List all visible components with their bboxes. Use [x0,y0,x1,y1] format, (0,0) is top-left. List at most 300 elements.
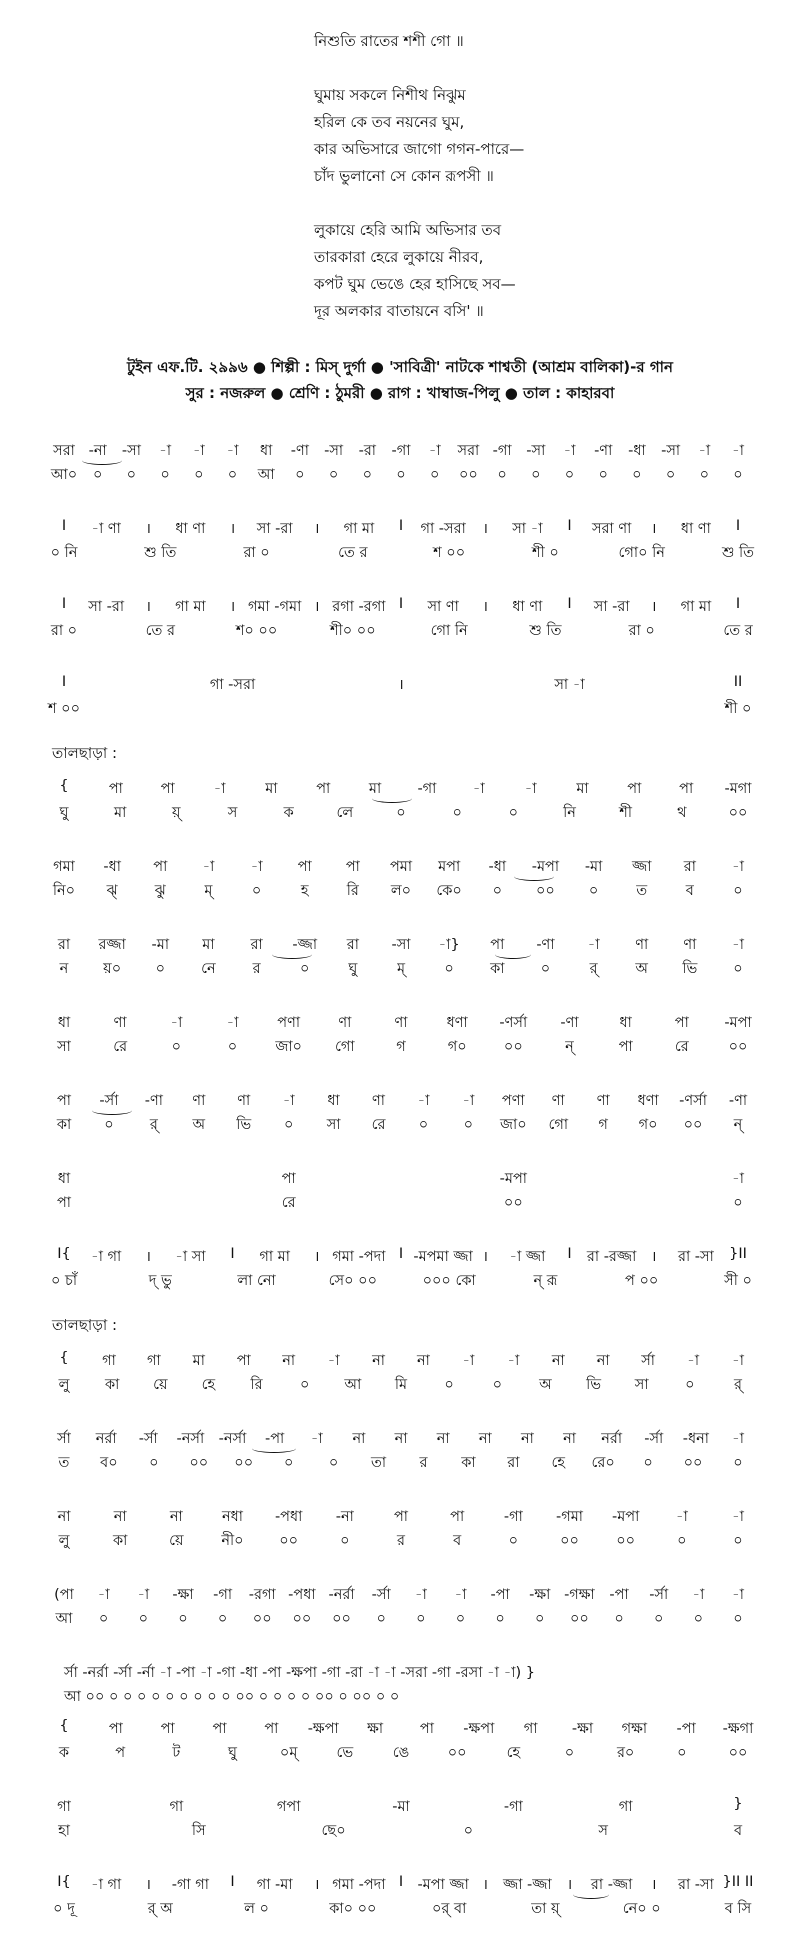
notation-token: পা [393,1509,409,1525]
notation-token: মা [576,781,589,797]
notation-token: অ [192,1117,206,1133]
notation-token: ণা [113,1015,127,1031]
notation-token: ০ [340,1533,350,1549]
notation-token: পণা [277,1015,301,1031]
notation-token: ০০ [252,1611,272,1627]
lyric-syllable-row [0,1898,800,1920]
notation-token: -না [335,1509,354,1525]
lyric-syllable-row [0,1114,800,1136]
notation-token: -া [687,1353,700,1369]
notation-token: ০ [463,1117,474,1133]
notation-token: ০ম্ [279,1745,298,1761]
notation-token: ম্ [396,961,406,977]
notation-token: ০ [733,1455,743,1471]
notation-token: -া ণা [91,521,121,537]
notation-token: রা -সা [677,1877,714,1893]
notation-token: র০ [616,1745,635,1761]
notation-token: । [651,1877,657,1893]
notation-token: নধা [222,1509,243,1525]
notation-token: পা [153,859,168,875]
notation-token: I [398,1874,404,1890]
notation-token: -নর্সা [218,1431,247,1447]
notation-token: রগা -রগা [332,599,386,615]
notation-token: -া [170,1015,183,1031]
notation-token: ঝু [154,883,166,899]
notation-token: পা [316,781,331,797]
notation-token: -া [732,1509,744,1525]
notation-token: ০ [299,961,310,977]
notation-token: না [563,1431,576,1447]
notation-token: ভে [336,1745,354,1761]
notation-token: -ক্ষগা [722,1721,754,1737]
notation-token: -ক্ষপা [307,1721,339,1737]
lyrics-block [314,28,524,325]
notation-token: । [482,599,488,615]
notation-token: ধা [57,1015,71,1031]
notation-token: শ ০০ [47,701,81,717]
notation-token: ০ [155,961,165,977]
notation-token: না [352,1431,366,1447]
lyric-syllable-row [0,958,800,980]
notation-token: হে [506,1745,521,1761]
notation-token: না [596,1353,610,1369]
lyric-syllable-row [0,1742,800,1764]
notation-token: I [398,1246,404,1262]
notation-token: রা [683,859,696,875]
notation-token: না [520,1431,534,1447]
notation-token: -ধা [628,443,646,459]
notation-token: তা [370,1455,387,1471]
notation-token: । [145,1877,151,1893]
notation-token: ব [453,1533,462,1549]
notation-token: গা -মা [256,1877,293,1893]
notation-token: পা [160,1721,175,1737]
notation-token: শী০ ০০ [330,623,376,639]
notation-token: -ণা [536,937,555,953]
notation-token: -র্সা [371,1587,391,1603]
notation-token: সা -রা [88,599,125,615]
notation-token: না [372,1353,385,1369]
notation-token: ০০ [683,1455,703,1471]
notation-token: ধা [57,1171,71,1187]
notation-token: -া [732,1353,744,1369]
notation-token: । [145,1249,151,1265]
notation-token: ০০ [616,1533,636,1549]
notation-token: -ক্ষা [172,1587,194,1603]
notation-token: । [314,1249,320,1265]
notation-token: রে [371,1117,386,1133]
slur-mark [272,950,312,959]
notation-token: ০ [452,805,462,821]
notation-token: । [314,521,320,537]
notation-token: -র্সা [99,1093,119,1109]
notation-token: ন্ রূ [533,1273,558,1289]
notation-token: ট [172,1745,181,1761]
slur-mark [573,1890,609,1899]
notation-token: I [735,596,741,612]
notation-token: ণা [683,937,697,953]
notation-token: প [115,1745,126,1761]
lyric-line: কার অভিসারে জাগো গগন-পারে— [314,140,525,158]
notation-token: -া [732,443,744,459]
notation-token: ণা [635,937,649,953]
notation-token: -া [563,443,576,459]
notation-row [0,856,800,878]
notation-token: পা [264,1721,279,1737]
lyric-syllable-row [0,880,800,902]
notation-token: -া [282,1093,295,1109]
notation-token: ০ [508,1533,519,1549]
notation-row [0,674,800,696]
notation-token: ০০ [189,1455,209,1471]
notation-token: সী ০ [724,1273,752,1289]
notation-token: ন [59,961,69,977]
lyric-syllable-row [0,464,800,486]
notation-token: -সা [526,443,546,459]
notation-token: ০ [396,467,406,483]
notation-token: I [61,596,67,612]
notation-token: -মগা [724,781,752,797]
notation-token: গা -সরা [420,521,466,537]
notation-token: ০ [138,1611,148,1627]
notation-token: -া [732,1587,744,1603]
notation-token: -া গা [90,1877,122,1893]
notation-token: ণা [551,1093,565,1109]
notation-token: -গা [391,443,411,459]
notation-token: শ০ ০০ [235,623,278,639]
notation-token: ব০ [100,1455,118,1471]
notation-token: ০ [492,883,502,899]
notation-token: র্ [734,1377,742,1393]
notation-token: I [567,596,572,612]
notation-token: -া [675,1509,688,1525]
notation-token: নে [201,961,216,977]
notation-token: -া [462,1093,475,1109]
notation-token: শী [619,805,633,821]
notation-token: রে [674,1039,689,1055]
section-label-talchhara: তালছাড়া : [52,1316,118,1334]
notation-token: পা [297,859,312,875]
notation-token: ন্ [565,1039,574,1055]
notation-token: -া [698,443,711,459]
notation-token: ০০ [683,1117,703,1133]
notation-token: ণা [596,1093,610,1109]
notation-token: নি০ [52,883,76,899]
notation-token: -র্সা [138,1431,158,1447]
notation-token: ধা ণা [512,599,543,615]
notation-token: -ণা [594,443,613,459]
notation-token: হে [551,1455,566,1471]
notation-token: ০০ [332,1611,351,1627]
notation-token: দ্ ভু [148,1273,172,1289]
notation-token: পা [108,781,123,797]
notation-token: -পা [490,1587,510,1603]
notation-token: -া [454,1587,467,1603]
notation-token: ঝ্ [106,883,118,899]
notation-token: লু [58,1377,70,1393]
notation-token: লে [336,805,354,821]
notation-token: -া সা [175,1249,206,1265]
notation-token: -ণা [290,443,309,459]
notation-token: ০ [160,467,170,483]
notation-token: পা [108,1721,123,1737]
notation-token: ০ [699,467,710,483]
lyric-line: কপট ঘুম ভেঙে হের হাসিছে সব— [314,275,516,293]
notation-token: লা নো [237,1273,276,1289]
notation-token: রি [346,883,359,899]
notation-token: রে [113,1039,128,1055]
notation-token: র [252,961,261,977]
notation-token: পা [281,1171,296,1187]
notation-token: ০ [564,467,575,483]
notation-token: শু তি [721,545,755,561]
notation-token: সা [634,1377,649,1393]
notation-token: না [113,1509,127,1525]
notation-token: -া [692,1587,705,1603]
notation-token: ০ [429,467,440,483]
notation-token: গা [169,1799,184,1815]
notation-token: ক [58,1745,70,1761]
notation-token: । [314,599,320,615]
notation-token: ০ [362,467,373,483]
notation-token: -ধনা [682,1431,709,1447]
notation-token: -র্সা [644,1431,664,1447]
notation-token: গমা -পদা [332,1249,386,1265]
notation-token: I [398,596,404,612]
notation-token: -নর্সা [176,1431,205,1447]
notation-token: -া [226,443,239,459]
notation-token: -া [507,1353,520,1369]
notation-token: ০ [444,961,454,977]
notation-token: সা -া [512,521,543,537]
lyric-syllable-row [0,1608,800,1630]
notation-token: -ক্ষা [571,1721,594,1737]
notation-token: -গা [417,781,437,797]
notation-token: ০ [295,467,305,483]
notation-row [0,1168,800,1190]
lyric-syllable-row [0,1270,800,1292]
notation-token: র্সা [641,1353,656,1369]
notation-token: -া [524,781,537,797]
notation-token: রা ০ [243,545,270,561]
notation-token: অ [635,961,648,977]
notation-token: ভি [586,1377,602,1393]
notation-token: ০ নি [50,545,78,561]
notation-token: ০ [104,1117,114,1133]
notation-token: র্ [149,1117,158,1133]
notation-token: ০০ [292,1611,312,1627]
lyric-syllable-row [0,620,800,642]
notation-token: পা [56,1093,72,1109]
notation-token: -পা [609,1587,629,1603]
notation-token: ০ [217,1611,228,1627]
notation-token: I [230,1246,235,1262]
notation-token: । [145,599,151,615]
notation-token: ধণা [637,1093,659,1109]
notation-token: ল ০ [244,1901,269,1917]
notation-token: না [478,1431,492,1447]
notation-token: গো নি [430,623,468,639]
notation-token: -সা [121,443,141,459]
notation-token: ০ [733,1533,743,1549]
lyric-line: লুকায়ে হেরি আমি অভিসার তব [314,221,502,239]
notation-token: ০ [251,883,262,899]
notation-token: পমা [389,859,413,875]
notation-token: -গা [503,1799,523,1815]
notation-token: ক্ষা [367,1721,384,1737]
lyric-line: ঘুমায় সকলে নিশীথ নিঝুম [314,86,466,104]
notation-token: -মপা [611,1509,640,1525]
notation-token: -া [213,781,226,797]
notation-token: -পা [264,1431,285,1447]
notation-token: ণা [372,1093,386,1109]
notation-token: নী০ [221,1533,244,1549]
notation-token: সা -রা [256,521,293,537]
notation-token: পা [236,1353,251,1369]
notation-token: ০ [178,1611,188,1627]
notation-token: ধা [260,443,273,459]
notation-token: ০ [733,467,743,483]
notation-token: -রগা [248,1587,276,1603]
notation-token: রা [57,937,71,953]
notation-token: জ্জা [631,859,652,875]
notation-token: -মপা [499,1171,527,1187]
notation-token: না [417,1353,430,1369]
lyric-syllable-row [0,1820,800,1842]
notation-token: ০ [535,1611,545,1627]
notation-token: ০ [733,1195,743,1211]
notation-token: }II II [722,1874,754,1890]
notation-token: ০ [685,1377,695,1393]
notation-row [0,518,800,540]
section-label-talchhara: তালছাড়া : [52,744,118,762]
notation-token: -মা [151,937,170,953]
notation-token: গা মা [259,1249,290,1265]
notation-token: -া গা [90,1249,122,1265]
notation-token: ০০ [503,1039,523,1055]
notation-token: মা [265,781,278,797]
notation-token: গ [396,1039,406,1055]
notation-token: আ০ [50,467,78,483]
slur-mark [92,1106,132,1115]
notation-token: নর্রা [601,1431,623,1447]
notation-token: গা [102,1353,116,1369]
notation-token: গা মা [680,599,712,615]
notation-token: কা [112,1533,128,1549]
notation-token: শী ০ [532,545,559,561]
notation-token: II [733,674,743,690]
notation-token: । [229,599,236,615]
notation-token: ধণা [446,1015,468,1031]
notation-token: মপা [438,859,461,875]
lyric-syllable-row [0,542,800,564]
notation-token: I [230,1874,235,1890]
notation-token: ০ [227,467,238,483]
notation-token: হে [201,1377,216,1393]
notation-token: পা [212,1721,227,1737]
notation-token: ০ [531,467,541,483]
notation-row [0,596,800,618]
notation-token: ০ [693,1611,704,1627]
notation-token: ০ [396,805,406,821]
notation-token: প ০০ [625,1273,659,1289]
notation-token: রা ০ [628,623,655,639]
notation-token: ০০ [458,467,478,483]
notation-token: পা [419,1721,434,1737]
notation-token: সা [57,1039,71,1055]
notation-token: গা মা [175,599,206,615]
notation-token: ০ [540,961,551,977]
notation-token: I{ [57,1874,71,1890]
notation-token: পা [627,781,642,797]
notation-token: ম্ [204,883,213,899]
notation-token: স [598,1823,608,1839]
notation-token: -া [587,937,600,953]
notation-token: ০ [733,883,743,899]
notation-token: পা [450,1509,465,1525]
notation-token: { [59,1718,69,1734]
notation-token: তা য়্ [531,1901,560,1917]
notation-token: ত [636,883,648,899]
notation-token: তে র [723,623,753,639]
slur-mark [252,1444,296,1453]
notation-token: ভি [682,961,698,977]
notation-token: ণা [237,1093,251,1109]
slur-mark [495,950,531,959]
notation-token: সরা [457,443,480,459]
notation-token: লু [58,1533,70,1549]
notation-token: -া [159,443,172,459]
notation-token: পা [56,1195,72,1211]
notation-token: পা [345,859,360,875]
notation-token: -মা [392,1799,410,1815]
notation-token: ধা ণা [680,521,711,537]
notation-token: ০০০ কো [422,1273,476,1289]
notation-token: ০ [283,1455,294,1471]
notation-token: }II [729,1246,747,1262]
notation-token: I [735,518,741,534]
notation-token: । [398,677,404,693]
notation-token: -মপা [531,859,560,875]
notation-token: -া [414,1587,427,1603]
notation-token: } [733,1796,743,1812]
notation-token: -া} [438,937,460,953]
notation-token: আ [257,467,275,483]
notation-token: কা [56,1117,72,1133]
notation-token: ০ [564,1745,575,1761]
lyric-line: দূর অলকার বাতায়নে বসি' ॥ [314,302,484,320]
notation-token: ০ [283,1117,294,1133]
notation-token: পা [618,1039,633,1055]
notation-token: সি [191,1823,206,1839]
notation-token: গক্ষা [621,1721,648,1737]
notation-token: সা [326,1117,341,1133]
notation-token: র [419,1455,428,1471]
notation-token: -পধা [274,1509,303,1525]
notation-token: ০ [665,467,676,483]
notation-token: কা [490,961,505,977]
notation-token: ০ [492,1377,502,1393]
notation-token: । [482,1249,488,1265]
notation-token: -া [327,1353,340,1369]
notation-token: ০ [328,467,339,483]
notation-token: না [436,1431,450,1447]
notation-token: -ণা [560,1015,579,1031]
notation-token: -না [88,443,107,459]
notation-token: । [651,521,657,537]
notation-token: -া [250,859,263,875]
notation-token: অ [539,1377,552,1393]
